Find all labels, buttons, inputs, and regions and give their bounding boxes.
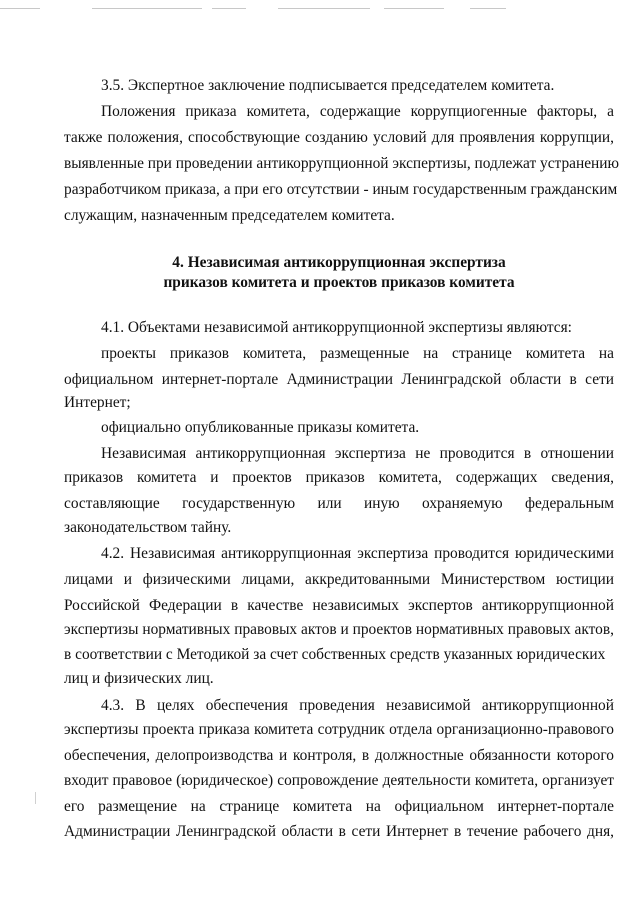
- scan-artifact-line: [470, 8, 506, 9]
- paragraph-4-1: 4.1. Объектами независимой антикоррупционной экспертизы являются:: [101, 319, 572, 336]
- scan-artifact-line: [278, 8, 370, 9]
- scan-artifact-line: [0, 8, 40, 9]
- paragraph-line: приказов комитета и проектов приказов комитета, содержащих сведения,: [64, 469, 614, 486]
- paragraph-line: входит правовое (юридическое) сопровождение деятельности комитета, организует: [64, 772, 614, 789]
- paragraph-line: Независимая антикоррупционная экспертиза не проводится в отношении: [101, 445, 614, 462]
- paragraph-line: выявленные при проведении антикоррупционной экспертизы, подлежат устранению: [64, 155, 620, 172]
- section-heading: 4. Независимая антикоррупционная экспертиза: [172, 254, 506, 271]
- paragraph-line: лицами и физическими лицами, аккредитованными Министерством юстиции: [64, 571, 614, 588]
- paragraph-line: Российской Федерации в качестве независимых экспертов антикоррупционной: [64, 597, 614, 614]
- paragraph-line: обеспечения, делопроизводства и контроля, в должностные обязанности которого: [64, 747, 614, 764]
- paragraph-line: законодательством тайну.: [64, 519, 232, 536]
- paragraph-line: разработчиком приказа, а при его отсутствии - иным государственным гражданским: [64, 181, 618, 198]
- paragraph-4-2: 4.2. Независимая антикоррупционная экспертиза проводится юридическими: [101, 545, 614, 562]
- paragraph-line: составляющие государственную или иную охраняемую федеральным: [64, 495, 614, 512]
- paragraph-line: Интернет;: [64, 394, 131, 411]
- paragraph-line: экспертизы нормативных правовых актов и проектов нормативных правовых актов,: [64, 621, 614, 638]
- scan-artifact-line: [212, 8, 246, 9]
- paragraph-line: экспертизы проекта приказа комитета сотрудник отдела организационно-правового: [64, 721, 614, 738]
- paragraph-line: лиц и физических лиц.: [64, 670, 214, 687]
- paragraph-line: служащим, назначенным председателем комитета.: [64, 207, 395, 224]
- paragraph-3-5: 3.5. Экспертное заключение подписывается председателем комитета.: [101, 77, 555, 94]
- scan-artifact-line: [92, 8, 202, 9]
- paragraph-line: Положения приказа комитета, содержащие коррупциогенные факторы, а: [101, 103, 614, 120]
- paragraph-line: проекты приказов комитета, размещенные на странице комитета на: [101, 345, 614, 362]
- paragraph-line: также положения, способствующие созданию условий для проявления коррупции,: [64, 129, 614, 146]
- paragraph-line: его размещение на странице комитета на официальном интернет-портале: [64, 798, 614, 815]
- section-heading: приказов комитета и проектов приказов комитета: [163, 274, 515, 291]
- scan-artifact-line: [384, 8, 444, 9]
- paragraph-4-3: 4.3. В целях обеспечения проведения независимой антикоррупционной: [101, 697, 614, 714]
- paragraph-line: в соответствии с Методикой за счет собственных средств указанных юридических: [64, 646, 606, 663]
- paragraph-line: официально опубликованные приказы комитета.: [101, 419, 420, 436]
- paragraph-line: официальном интернет-портале Администрации Ленинградской области в сети: [64, 371, 614, 388]
- paragraph-line: Администрации Ленинградской области в сети Интернет в течение рабочего дня,: [64, 823, 614, 840]
- scan-artifact-mark: [35, 792, 36, 804]
